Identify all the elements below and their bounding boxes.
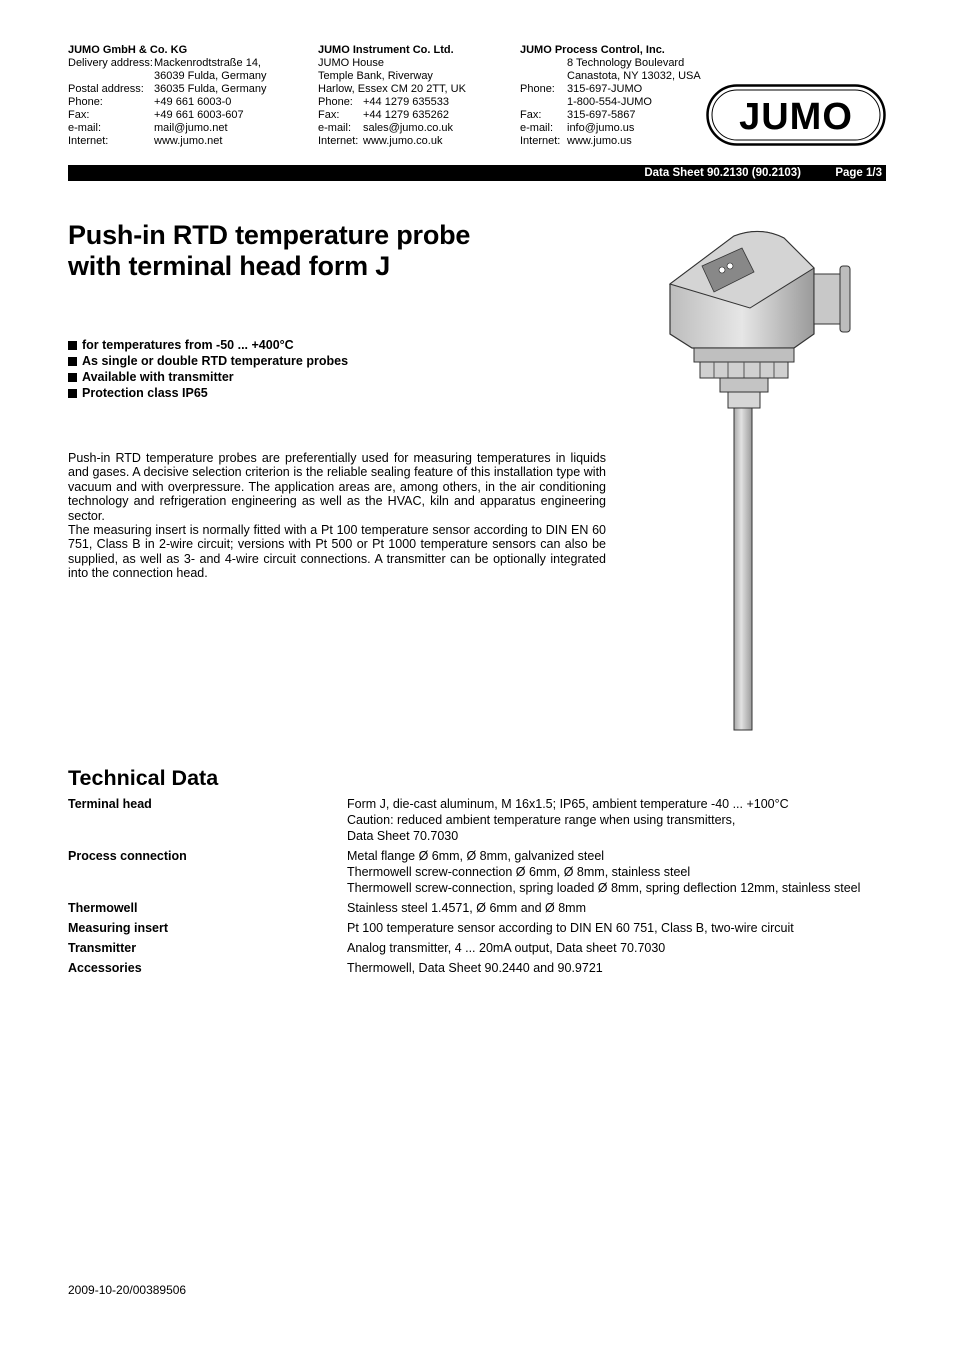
document-code: 2009-10-20/00389506 [68,1283,187,1297]
address-value: +49 661 6003-607 [154,109,244,121]
address-value: www.jumo.net [154,135,223,147]
bullet-icon [68,389,77,398]
bullet-icon [68,341,77,350]
address-value: Temple Bank, Riverway [318,70,433,82]
address-line [520,96,710,109]
company-name: JUMO Instrument Co. Ltd. [318,44,454,56]
address-label [520,96,567,109]
description-paragraph: Push-in RTD temperature probes are preferentially used for measuring temperatures in liquids and gases. A decisive selection criterion is the reliable sealing feature of this installation type with vacuum and with overpressure. The application areas are, among others, in the air conditioning technology and refrigeration engineering as well as the HVAC, kiln and apparatus engineering sector. [68,451,606,523]
feature-item: Available with transmitter [68,369,348,385]
address-label: Internet: [520,135,561,147]
technical-data-value-line: Stainless steel 1.4571, Ø 6mm and Ø 8mm [347,901,586,915]
address-label: Phone: [520,83,555,95]
address-line [520,109,710,122]
address-line [520,57,710,70]
address-value: +49 661 6003-0 [154,96,232,108]
address-line [520,122,710,135]
jumo-logo [706,84,886,146]
address-label: Phone: [318,96,353,108]
address-label [68,70,154,83]
technical-data-label: Transmitter [68,941,137,955]
address-value: 315-697-5867 [567,109,636,121]
technical-data-value-line: Thermowell, Data Sheet 90.2440 and 90.9721 [347,961,603,975]
technical-data-row [68,940,898,956]
address-label: Fax: [318,109,340,121]
address-value: info@jumo.us [567,122,635,134]
feature-item: As single or double RTD temperature probes [68,353,348,369]
address-value: JUMO House [318,57,385,69]
address-line [318,109,518,122]
feature-item: Protection class IP65 [68,385,348,401]
address-line [318,122,518,135]
address-label: e-mail: [318,122,352,134]
address-line [68,70,308,83]
datasheet-header-bar [68,165,886,181]
technical-data-value [347,848,860,896]
address-line [68,57,308,70]
address-label: Phone: [68,96,103,108]
address-value: 36035 Fulda, Germany [154,83,267,95]
technical-data-row [68,796,898,844]
address-line [68,96,308,109]
address-value: 36039 Fulda, Germany [154,70,267,82]
address-line [68,135,308,148]
address-value: +44 1279 635533 [363,96,449,108]
address-label: e-mail: [520,122,554,134]
technical-data-row [68,848,898,896]
datasheet-number: Data Sheet 90.2130 (90.2103) [644,167,801,179]
technical-data-value [347,900,586,916]
address-line [68,83,308,96]
address-jumo-uk [318,44,518,148]
address-label: Postal address: [68,83,144,95]
address-label: Internet: [318,135,359,147]
address-value: sales@jumo.co.uk [363,122,454,134]
address-jumo-germany [68,44,308,148]
address-line [318,70,518,83]
address-value: 1-800-554-JUMO [567,96,652,108]
bullet-icon [68,357,77,366]
address-value: 8 Technology Boulevard [567,57,685,69]
technical-data-row [68,900,898,916]
address-value: mail@jumo.net [154,122,228,134]
technical-data-value-line: Thermowell screw-connection, spring loaded Ø 8mm, spring deflection 12mm, stainless steel [347,881,861,895]
address-value: Mackenrodtstraße 14, [154,57,261,69]
technical-data-label: Accessories [68,961,142,975]
company-name: JUMO GmbH & Co. KG [68,44,188,56]
address-lines [318,57,518,148]
address-value: +44 1279 635262 [363,109,449,121]
description-paragraph: The measuring insert is normally fitted with a Pt 100 temperature sensor according to DIN EN 60 751, Class B in 2-wire circuit; versions with Pt 500 or Pt 1000 temperature sensors can also be supplied, as well as 3- and 4-wire circuit connections. A transmitter can be optionally integrated into the connection head. [68,523,606,581]
address-value: www.jumo.us [567,135,632,147]
feature-list [68,337,348,401]
logo-text: JUMO [739,96,853,138]
page-title: Push-in RTD temperature probe with terminal head form J [68,220,471,281]
technical-data-value-line: Caution: reduced ambient temperature range when using transmitters, [347,813,736,827]
address-label [520,57,567,70]
address-lines [68,57,308,148]
address-line [520,83,710,96]
bullet-icon [68,373,77,382]
address-value: 315-697-JUMO [567,83,643,95]
address-line [318,96,518,109]
address-label: Fax: [68,109,90,121]
section-heading-technical-data: Technical Data [68,766,219,790]
address-label: Delivery address: [68,57,153,69]
technical-data-row [68,960,898,976]
address-line [68,122,308,135]
technical-data-label: Terminal head [68,797,152,811]
technical-data-value [347,920,794,936]
technical-data-value-line: Thermowell screw-connection Ø 6mm, Ø 8mm, stainless steel [347,865,691,879]
technical-data-value-line: Form J, die-cast aluminum, M 16x1.5; IP65, ambient temperature -40 ... +100°C [347,797,789,811]
address-label: Internet: [68,135,109,147]
address-line [318,57,518,70]
page-number: Page 1/3 [835,167,882,179]
address-line [318,83,518,96]
technical-data-value-line: Analog transmitter, 4 ... 20mA output, Data sheet 70.7030 [347,941,666,955]
technical-data-row [68,920,898,936]
address-line [520,70,710,83]
probe-illustration [664,226,854,731]
address-jumo-usa [520,44,710,148]
feature-item: for temperatures from -50 ... +400°C [68,337,348,353]
address-value: Harlow, Essex CM 20 2TT, UK [318,83,466,95]
address-label: Fax: [520,109,542,121]
technical-data-label: Process connection [68,849,187,863]
address-label: e-mail: [68,122,102,134]
technical-data-value-line: Pt 100 temperature sensor according to DIN EN 60 751, Class B, two-wire circuit [347,921,794,935]
company-name: JUMO Process Control, Inc. [520,44,665,56]
technical-data-label: Measuring insert [68,921,169,935]
address-lines [520,57,710,148]
address-value: www.jumo.co.uk [363,135,443,147]
technical-data-table [68,796,898,980]
technical-data-label: Thermowell [68,901,138,915]
address-value: Canastota, NY 13032, USA [567,70,701,82]
product-description [68,451,606,581]
technical-data-value [347,796,789,844]
address-line [318,135,518,148]
technical-data-value [347,960,603,976]
technical-data-value-line: Metal flange Ø 6mm, Ø 8mm, galvanized steel [347,849,605,863]
address-label [520,70,567,83]
technical-data-value [347,940,665,956]
technical-data-value-line: Data Sheet 70.7030 [347,829,459,843]
address-line [520,135,710,148]
address-line [68,109,308,122]
